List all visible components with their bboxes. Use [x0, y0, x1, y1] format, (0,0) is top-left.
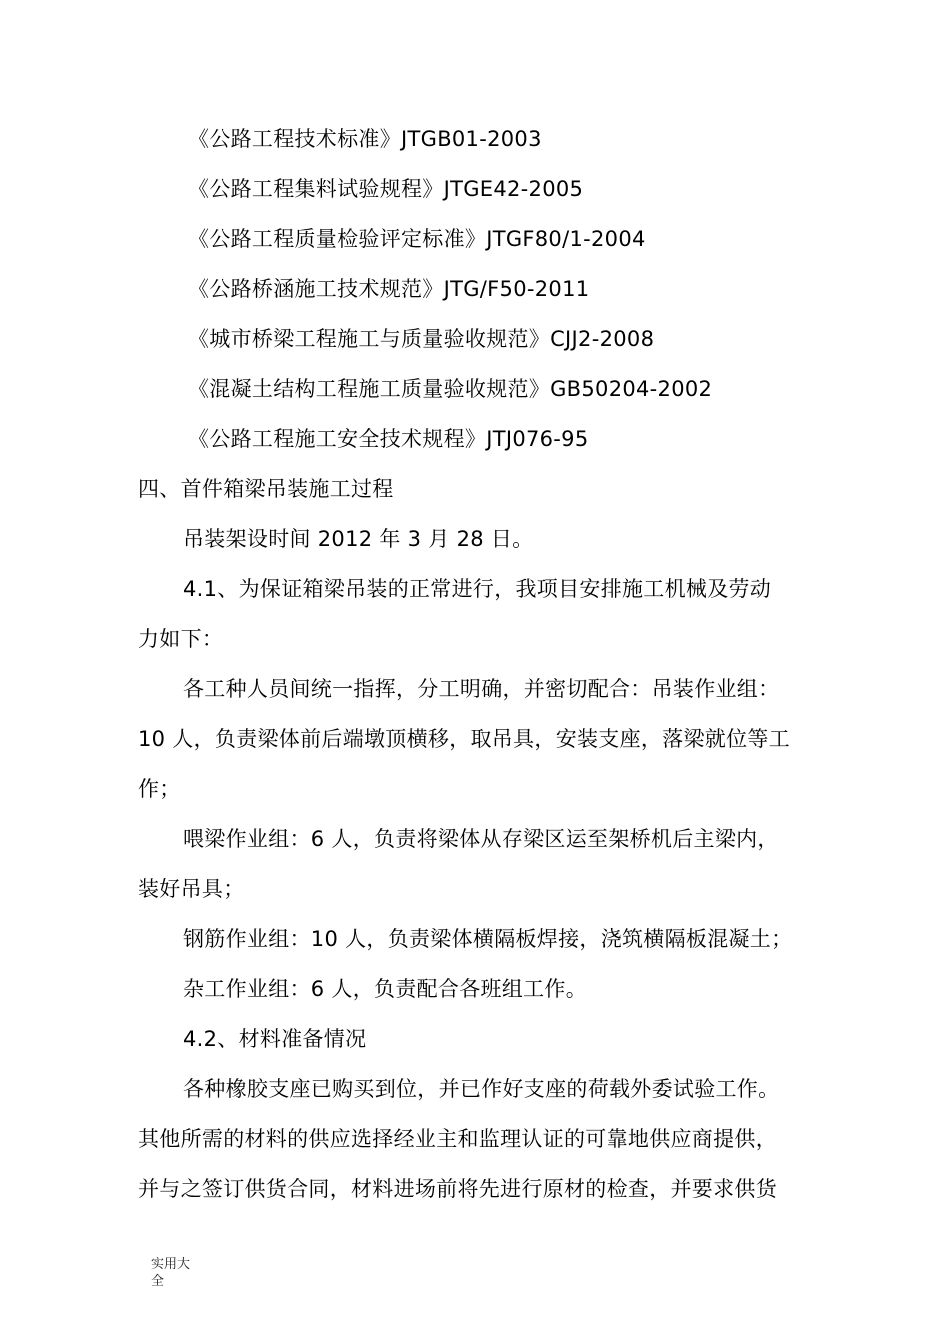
materials-paragraph-line: 并与之签订供货合同，材料进场前将先进行原材的检查，并要求供货 [138, 1177, 777, 1201]
reference-item: 《城市桥梁工程施工与质量验收规范》CJJ2-2008 [188, 327, 655, 351]
page-footer: 实用大全 [151, 1257, 191, 1289]
materials-paragraph-line: 各种橡胶支座已购买到位，并已作好支座的荷载外委试验工作。 [183, 1077, 780, 1101]
materials-paragraph-line: 其他所需的材料的供应选择经业主和监理认证的可靠地供应商提供， [138, 1127, 777, 1151]
subsection-heading-4-2: 4.2、材料准备情况 [183, 1027, 367, 1051]
rebar-crew-line: 钢筋作业组：10 人，负责梁体横隔板焊接，浇筑横隔板混凝土； [183, 927, 793, 951]
reference-item: 《公路桥涵施工技术规范》JTG/F50-2011 [188, 277, 590, 301]
paragraph-4-1-line: 4.1、为保证箱梁吊装的正常进行，我项目安排施工机械及劳动 [183, 577, 772, 601]
misc-crew-line: 杂工作业组：6 人，负责配合各班组工作。 [183, 977, 588, 1001]
erection-time-text: 吊装架设时间 2012 年 3 月 28 日。 [183, 527, 534, 551]
crew-paragraph-line: 10 人，负责梁体前后端墩顶横移，取吊具，安装支座，落梁就位等工 [138, 727, 790, 751]
crew-paragraph-line: 作； [138, 777, 181, 801]
reference-item: 《公路工程技术标准》JTGB01-2003 [188, 127, 542, 151]
feeding-crew-line: 装好吊具； [138, 877, 245, 901]
section-heading: 四、首件箱梁吊装施工过程 [138, 477, 394, 501]
paragraph-4-1-line: 力如下： [138, 627, 224, 651]
crew-paragraph-line: 各工种人员间统一指挥，分工明确，并密切配合：吊装作业组： [183, 677, 780, 701]
reference-item: 《公路工程质量检验评定标准》JTGF80/1-2004 [188, 227, 646, 251]
reference-item: 《混凝土结构工程施工质量验收规范》GB50204-2002 [188, 377, 713, 401]
feeding-crew-line: 喂梁作业组：6 人，负责将梁体从存梁区运至架桥机后主梁内， [183, 827, 779, 851]
reference-item: 《公路工程集料试验规程》JTGE42-2005 [188, 177, 584, 201]
reference-item: 《公路工程施工安全技术规程》JTJ076-95 [188, 427, 589, 451]
